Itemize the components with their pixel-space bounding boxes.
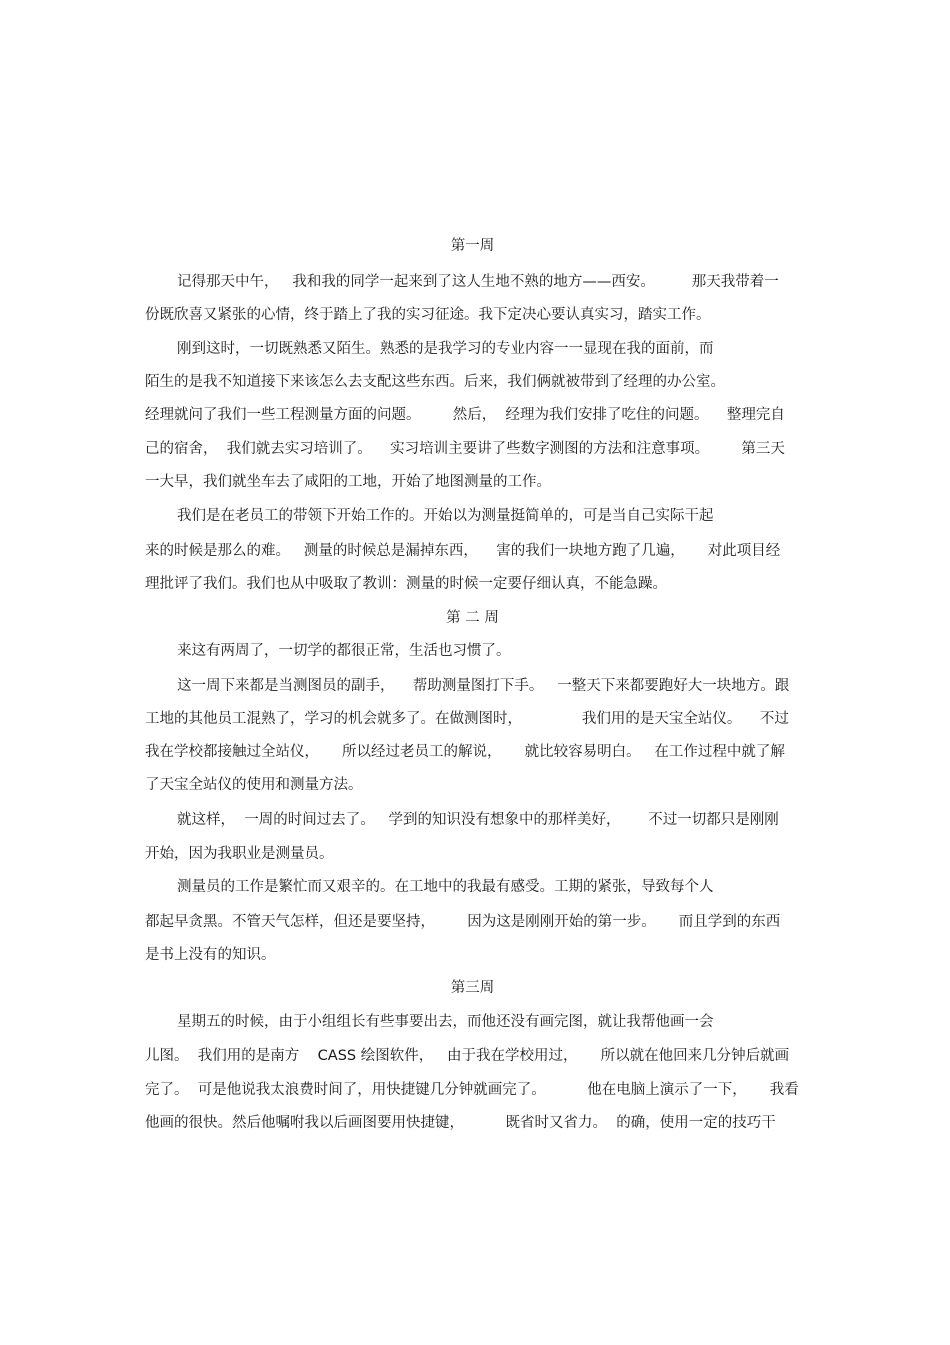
text-line: 记得那天中午， 我和我的同学一起来到了这人生地不熟的地方——西安。 那天我带着一 (177, 274, 779, 290)
text-line: 陌生的是我不知道接下来该怎么去支配这些东西。后来，我们俩就被带到了经理的办公室。 (145, 374, 725, 390)
text-line: 我们是在老员工的带领下开始工作的。开始以为测量挺简单的，可是当自己实际干起 (177, 508, 714, 524)
text-line: 来这有两周了，一切学的都很正常，生活也习惯了。 (177, 643, 511, 659)
text-line: 就这样， 一周的时间过去了。 学到的知识没有想象中的那样美好， 不过一切都只是刚刚 (177, 812, 779, 828)
text-line: 我在学校都接触过全站仪， 所以经过老员工的解说， 就比较容易明白。 在工作过程中就了解 (145, 744, 785, 760)
text-line: 是书上没有的知识。 (145, 947, 276, 963)
text-line: 一大早，我们就坐车去了咸阳的工地，开始了地图测量的工作。 (145, 474, 551, 490)
text-line: 经理就问了我们一些工程测量方面的问题。 然后， 经理为我们安排了吃住的问题。 整理完自 (145, 407, 785, 423)
heading-week-3: 第三周 (450, 980, 495, 996)
text-line: 他画的很快。然后他嘱咐我以后画图要用快捷键， 既省时又省力。 的确，使用一定的技巧干 (145, 1115, 776, 1131)
text-line: 都起早贪黑。不管天气怎样，但还是要坚持， 因为这是刚刚开始的第一步。 而且学到的东西 (145, 914, 781, 930)
text-line: 开始，因为我职业是测量员。 (145, 846, 334, 862)
text-line: 这一周下来都是当测图员的副手， 帮助测量图打下手。 一整天下来都要跑好大一块地方。跟 (177, 678, 790, 694)
text-line: 了天宝全站仪的使用和测量方法。 (145, 777, 363, 793)
text-line: 完了。 可是他说我太浪费时间了，用快捷键几分钟就画完了。 他在电脑上演示了一下， 我看 (145, 1082, 799, 1098)
text-line: 测量员的工作是繁忙而又艰辛的。在工地中的我最有感受。工期的紧张，导致每个人 (177, 879, 714, 895)
text-line: 己的宿舍， 我们就去实习培训了。 实习培训主要讲了些数字测图的方法和注意事项。 第三天 (145, 441, 785, 457)
text-line: 刚到这时，一切既熟悉又陌生。熟悉的是我学习的专业内容一一显现在我的面前，而 (177, 341, 714, 357)
text-line: 份既欣喜又紧张的心情，终于踏上了我的实习征途。我下定决心要认真实习，踏实工作。 (145, 307, 711, 323)
heading-week-2: 第 二 周 (446, 610, 499, 626)
text-line: 工地的其他员工混熟了，学习的机会就多了。在做测图时， 我们用的是天宝全站仪。 不过 (145, 711, 789, 727)
text-line: 星期五的时候，由于小组组长有些事要出去，而他还没有画完图，就让我帮他画一会 (177, 1014, 714, 1030)
text-line: 儿图。 我们用的是南方 CASS 绘图软件， 由于我在学校用过， 所以就在他回来几分钟后就画 (145, 1048, 790, 1064)
text-line: 来的时候是那么的难。 测量的时候总是漏掉东西， 害的我们一块地方跑了几遍， 对此项目经 (145, 543, 781, 559)
heading-week-1: 第一周 (450, 238, 495, 254)
text-line: 理批评了我们。我们也从中吸取了教训：测量的时候一定要仔细认真，不能急躁。 (145, 576, 667, 592)
